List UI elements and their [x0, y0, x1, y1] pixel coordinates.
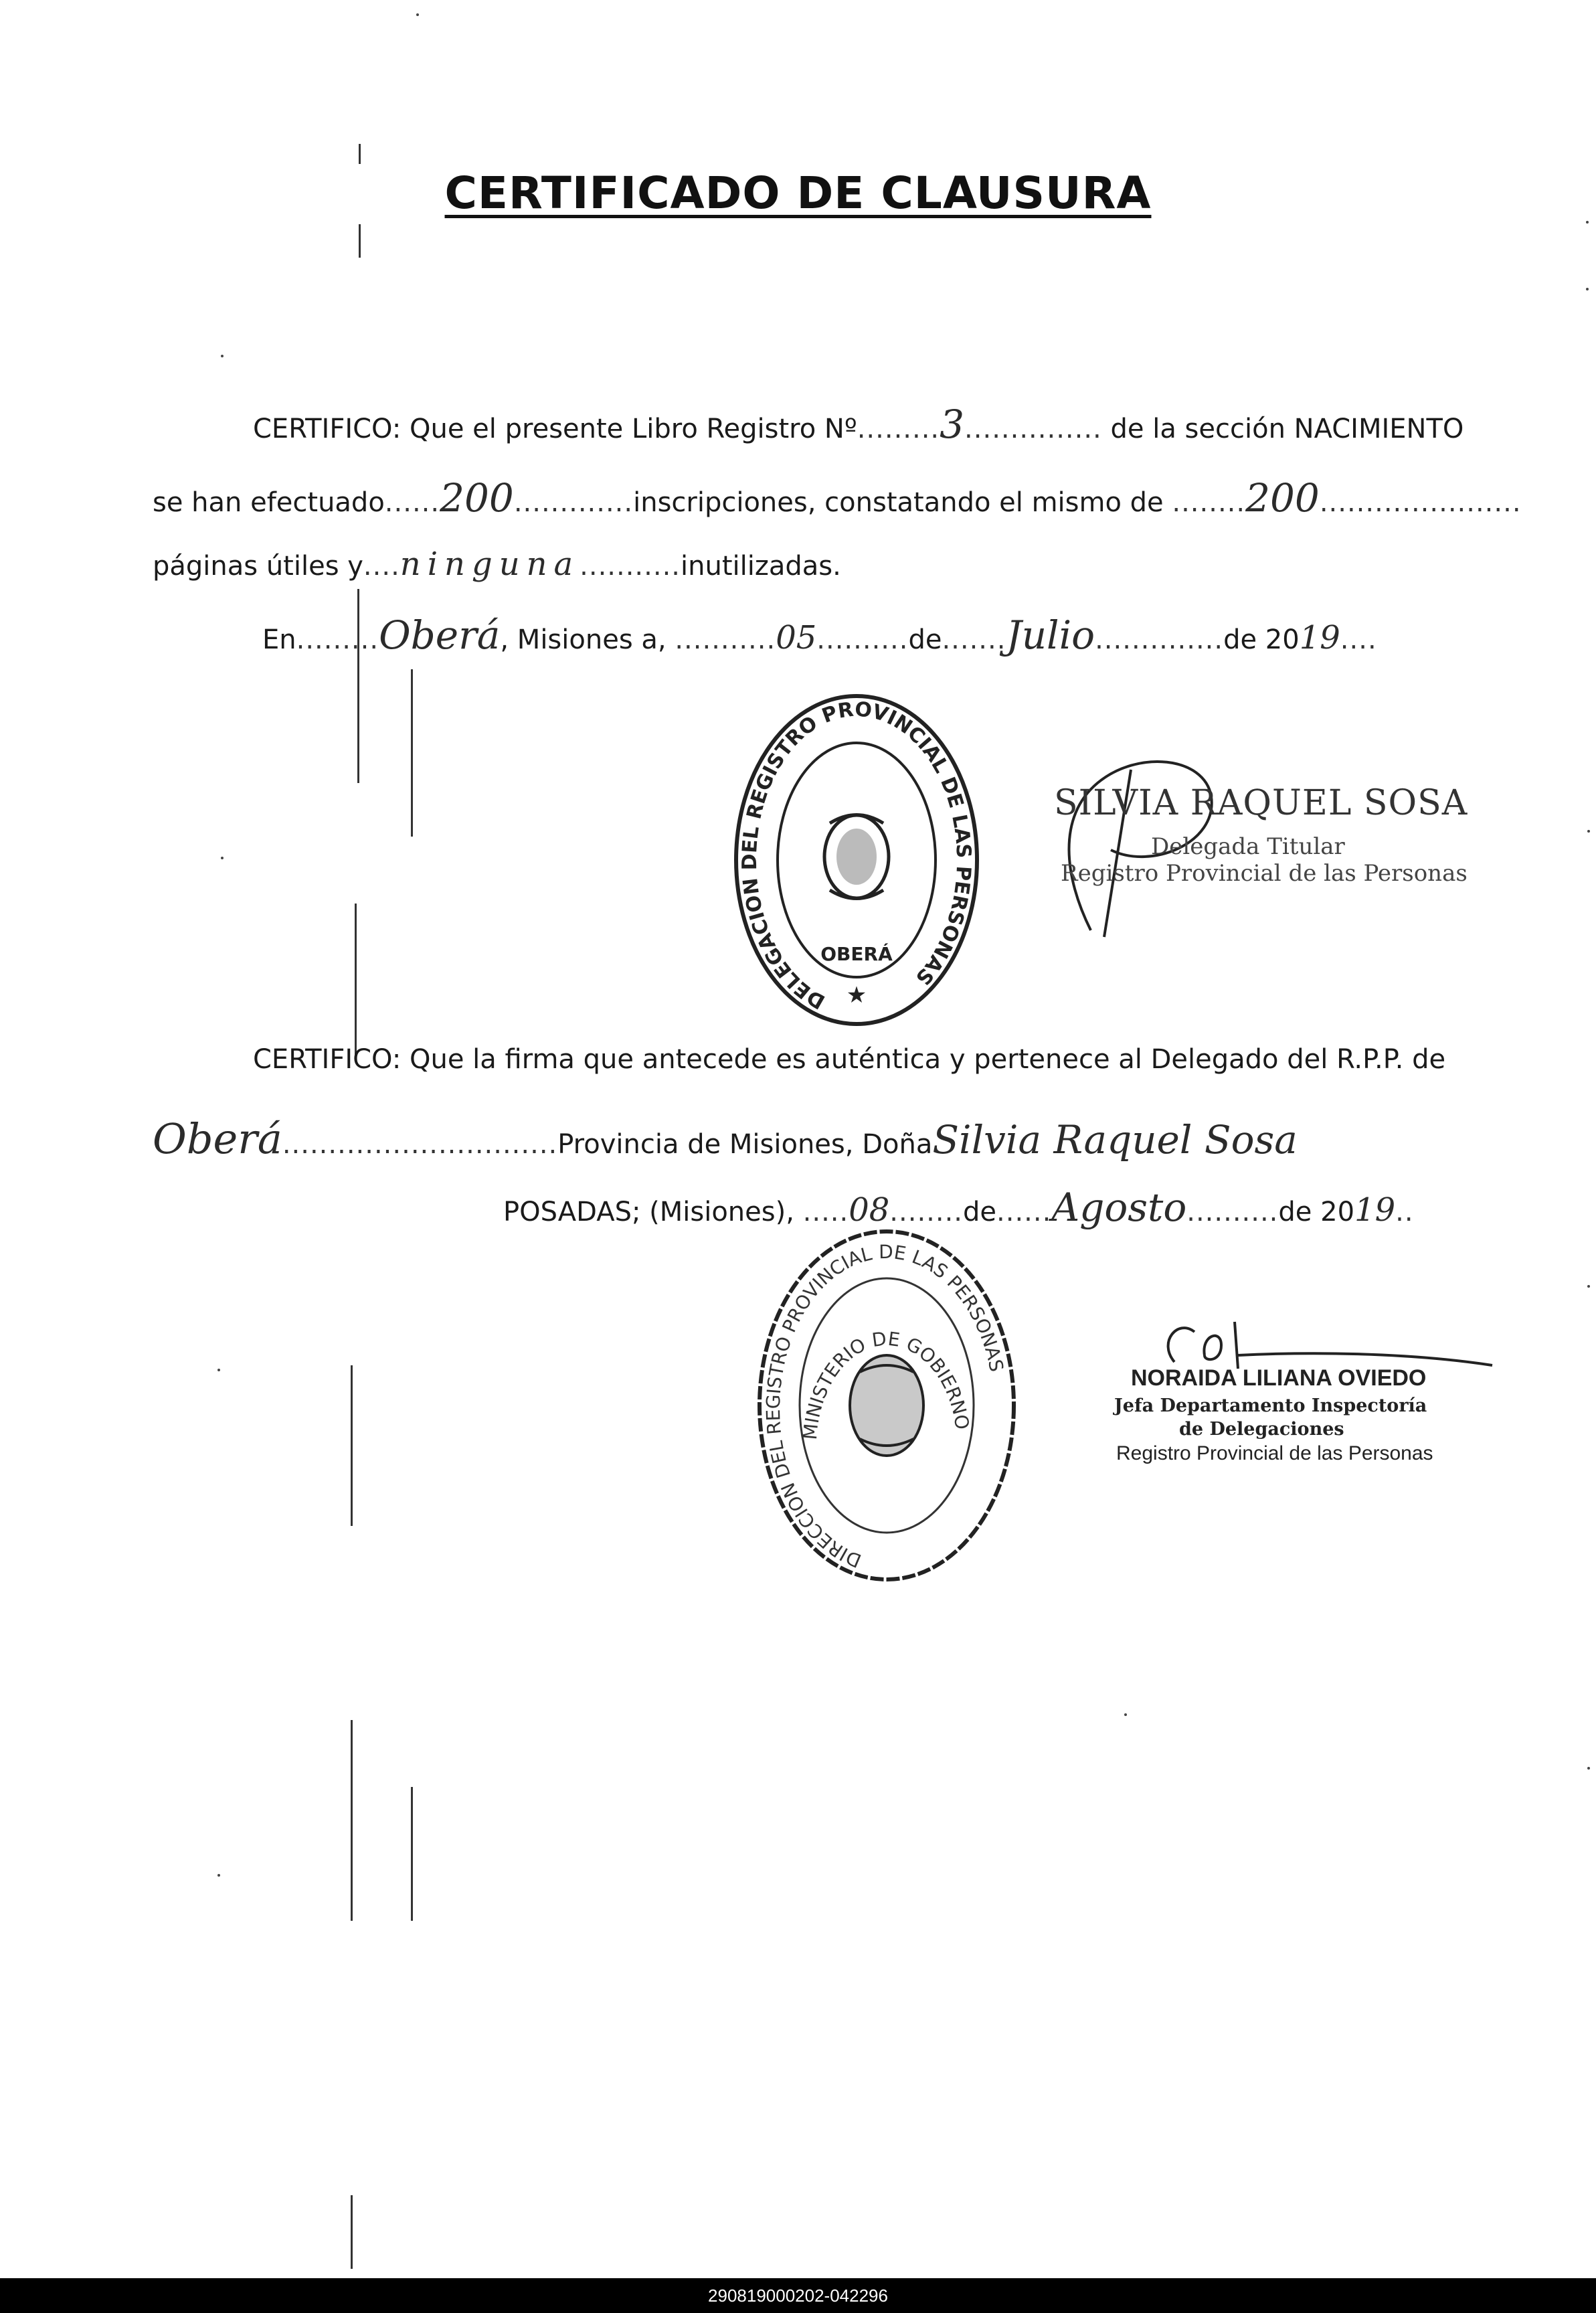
handwritten-month: Julio: [1006, 612, 1095, 658]
cert1-line-2: [153, 475, 1522, 521]
dot-leader: ..: [1395, 1197, 1414, 1227]
signature-1-role: Delegada Titular: [1151, 833, 1345, 860]
scan-artifact: [411, 669, 413, 837]
cert1-text: de 20: [1223, 624, 1300, 655]
handwritten-year-2: 19: [1354, 1191, 1396, 1229]
dot-leader: ..............................: [282, 1129, 558, 1160]
handwritten-inscriptions-count: 200: [440, 475, 514, 521]
handwritten-book-number: 3: [940, 402, 965, 447]
signature-1-office: Registro Provincial de las Personas: [1061, 860, 1468, 887]
document-title: CERTIFICADO DE CLAUSURA: [444, 167, 1152, 219]
handwritten-pages-count: 200: [1245, 475, 1320, 521]
ministry-seal: [753, 1225, 1021, 1586]
handwritten-year: 19: [1299, 619, 1340, 657]
cert2-text: POSADAS; (Misiones),: [503, 1197, 794, 1227]
cert1-line-3: [153, 545, 841, 583]
handwritten-place: Oberá: [379, 612, 501, 658]
scan-speck: [1586, 221, 1589, 224]
cert2-text: de: [963, 1197, 997, 1227]
scan-artifact: [351, 1365, 353, 1526]
coat-of-arms-icon: [824, 815, 889, 899]
dot-leader: ....: [363, 551, 400, 582]
dot-leader: .....: [802, 1197, 849, 1227]
cert2-line-3: [503, 1185, 1414, 1230]
dot-leader: ......: [996, 1197, 1052, 1227]
scan-speck: [1587, 830, 1590, 833]
dot-leader: ..........: [1186, 1197, 1279, 1227]
scan-artifact: [359, 144, 361, 164]
handwritten-place-2: Oberá: [153, 1114, 282, 1163]
seal-2-ring-text: DIRECCION DEL REGISTRO PROVINCIAL DE LAS PERSONAS: [762, 1240, 1008, 1572]
cert1-text: se han efectuado: [153, 487, 385, 518]
dot-leader: .............: [513, 487, 634, 518]
scan-speck: [1124, 1713, 1127, 1716]
cert2-text: de 20: [1278, 1197, 1355, 1227]
cert1-text: inutilizadas.: [681, 551, 841, 582]
dot-leader: ...........: [675, 624, 776, 655]
handwritten-month-2: Agosto: [1051, 1185, 1187, 1230]
dot-leader: ......: [384, 487, 440, 518]
cert1-text: CERTIFICO: Que el presente Libro Registro Nº: [253, 414, 857, 444]
scan-artifact: [355, 904, 357, 1057]
dot-leader: ..............: [1095, 624, 1224, 655]
scan-speck: [1586, 288, 1589, 290]
scan-artifact: [351, 2195, 353, 2269]
scan-artifact: [411, 1787, 413, 1921]
dot-leader: ......................: [1319, 487, 1522, 518]
scan-speck: [1587, 1285, 1590, 1288]
scan-artifact: [351, 1720, 353, 1921]
cert1-line-4: [262, 612, 1377, 658]
signature-2-role-2: de Delegaciones: [1179, 1419, 1344, 1440]
signature-1-name: SILVIA RAQUEL SOSA: [1054, 783, 1468, 823]
cert1-text: páginas útiles y: [153, 551, 363, 582]
dot-leader: ....: [1340, 624, 1377, 655]
cert1-line-1: [253, 402, 1464, 447]
handwritten-day: 05: [776, 619, 817, 657]
cert1-text: En: [262, 624, 296, 655]
dot-leader: .........: [296, 624, 379, 655]
dot-leader: ..........: [816, 624, 909, 655]
handwritten-day-2: 08: [849, 1191, 890, 1229]
cert1-text: de la sección NACIMIENTO: [1110, 414, 1464, 444]
cert2-line-1: CERTIFICO: Que la firma que antecede es auténtica y pertenece al Delegado del R.P.P. de: [253, 1044, 1446, 1075]
dot-leader: ........: [1172, 487, 1246, 518]
delegation-seal: [729, 689, 984, 1031]
scan-speck: [221, 857, 224, 859]
handwritten-person-name: Silvia Raquel Sosa: [932, 1117, 1298, 1163]
cert1-text: de: [908, 624, 942, 655]
dot-leader: ...........: [580, 551, 681, 582]
cert1-text: , Misiones a,: [500, 624, 667, 655]
dot-leader: ...............: [964, 414, 1102, 444]
cert1-text: inscripciones, constatando el mismo de: [633, 487, 1164, 518]
handwritten-unused-pages: ninguna: [400, 545, 580, 583]
signature-2-office: Registro Provincial de las Personas: [1116, 1442, 1433, 1464]
scan-speck: [217, 1369, 220, 1371]
document-footer-code: 290819000202-042296: [0, 2278, 1596, 2313]
seal-ring-text: DELEGACION DEL REGISTRO PROVINCIAL DE LAS PERSONAS: [737, 697, 976, 1014]
seal-2-inner-text: MINISTERIO DE GOBIERNO: [798, 1327, 974, 1441]
scan-speck: [1587, 1767, 1590, 1770]
signature-2-role: Jefa Departamento Inspectoría: [1114, 1395, 1427, 1416]
scan-artifact: [359, 224, 361, 258]
scan-speck: [217, 1874, 220, 1877]
signature-2-name: NORAIDA LILIANA OVIEDO: [1131, 1365, 1427, 1391]
scan-speck: [416, 13, 419, 16]
star-icon: ★: [846, 982, 867, 1009]
dot-leader: ........: [889, 1197, 964, 1227]
coat-of-arms-icon: [850, 1355, 923, 1456]
dot-leader: .........: [857, 414, 940, 444]
scan-speck: [221, 355, 224, 357]
cert2-line-2: [153, 1114, 1298, 1163]
cert2-text: Provincia de Misiones, Doña: [557, 1129, 933, 1160]
dot-leader: .......: [942, 624, 1006, 655]
seal-city: OBERÁ: [820, 943, 893, 965]
